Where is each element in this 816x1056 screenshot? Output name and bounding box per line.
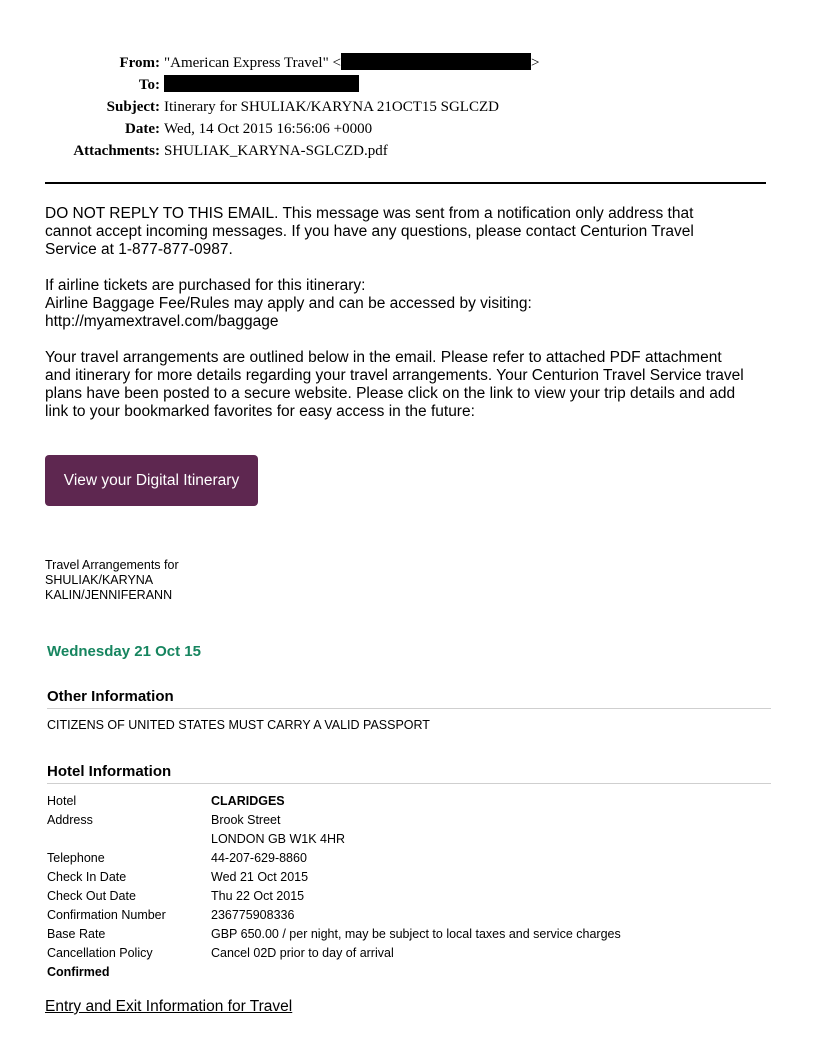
other-information-title: Other Information: [47, 688, 174, 705]
travel-for-heading: Travel Arrangements for: [45, 558, 179, 572]
traveler-name: SHULIAK/KARYNA: [45, 573, 154, 587]
confirmation-label: Confirmation Number: [47, 908, 166, 922]
no-reply-notice: [45, 205, 780, 259]
telephone-label: Telephone: [47, 851, 105, 865]
to-row: [0, 75, 816, 97]
passport-notice: CITIZENS OF UNITED STATES MUST CARRY A VALID PASSPORT: [47, 718, 430, 732]
arrangements-line: plans have been posted to a secure website. Please click on the link to view your trip details and add: [45, 385, 736, 402]
hotel-name: CLARIDGES: [211, 794, 285, 808]
check-in-label: Check In Date: [47, 870, 127, 884]
redacted-to-address: [164, 75, 359, 92]
hotel-information-divider: [47, 783, 771, 784]
baggage-line: Airline Baggage Fee/Rules may apply and can be accessed by visiting:: [45, 295, 532, 312]
arrangements-line: link to your bookmarked favorites for easy access in the future:: [45, 403, 475, 420]
telephone-value: 44-207-629-8860: [211, 851, 307, 865]
confirmation-number: 236775908336: [211, 908, 295, 922]
notice-line: cannot accept incoming messages. If you have any questions, please contact Centurion Travel: [45, 223, 694, 240]
baggage-info: [45, 277, 780, 331]
itinerary-day: Wednesday 21 Oct 15: [47, 643, 201, 660]
traveler-name: KALIN/JENNIFERANN: [45, 588, 173, 602]
address-city: LONDON GB W1K 4HR: [211, 832, 346, 846]
from-row: [0, 53, 816, 75]
cancellation-label: Cancellation Policy: [47, 946, 153, 960]
booking-status: Confirmed: [47, 965, 110, 979]
view-digital-itinerary-button[interactable]: View your Digital Itinerary: [45, 455, 258, 506]
check-out-label: Check Out Date: [47, 889, 136, 903]
other-information-divider: [47, 708, 771, 709]
base-rate-label: Base Rate: [47, 927, 106, 941]
check-out-value: Thu 22 Oct 2015: [211, 889, 305, 903]
to-label: To:: [138, 77, 160, 93]
arrangements-line: Your travel arrangements are outlined below in the email. Please refer to attached PDF attachment: [45, 349, 722, 366]
from-close: >: [530, 55, 540, 71]
date-label: Date:: [125, 121, 160, 137]
date-row: [0, 119, 816, 141]
header-divider: [45, 182, 766, 184]
subject-row: [0, 97, 816, 119]
arrangements-info: [45, 349, 780, 421]
base-rate-value: GBP 650.00 / per night, may be subject to local taxes and service charges: [211, 927, 621, 941]
entry-exit-info-link[interactable]: Entry and Exit Information for Travel: [45, 998, 293, 1015]
notice-line: Service at 1-877-877-0987.: [45, 241, 233, 258]
from-label: From:: [119, 55, 160, 71]
subject-label: Subject:: [106, 99, 160, 115]
address-label: Address: [47, 813, 93, 827]
subject-value: Itinerary for SHULIAK/KARYNA 21OCT15 SGLCZD: [164, 99, 499, 115]
baggage-url[interactable]: http://myamextravel.com/baggage: [45, 313, 279, 330]
arrangements-line: and itinerary for more details regarding your travel arrangements. Your Centurion Travel Service travel: [45, 367, 744, 384]
check-in-value: Wed 21 Oct 2015: [211, 870, 309, 884]
baggage-line: If airline tickets are purchased for this itinerary:: [45, 277, 366, 294]
from-name: "American Express Travel" <: [164, 55, 341, 71]
address-street: Brook Street: [211, 813, 281, 827]
to-value: [164, 75, 359, 95]
cancellation-value: Cancel 02D prior to day of arrival: [211, 946, 394, 960]
attachment-file[interactable]: SHULIAK_KARYNA-SGLCZD.pdf: [164, 143, 388, 159]
notice-line: DO NOT REPLY TO THIS EMAIL. This message was sent from a notification only address that: [45, 205, 694, 222]
redacted-from-address: [341, 53, 531, 70]
hotel-information-title: Hotel Information: [47, 763, 172, 780]
attachments-row: [0, 141, 816, 163]
email-header: [0, 53, 816, 163]
travel-arrangements-for: [45, 558, 179, 603]
date-value: Wed, 14 Oct 2015 16:56:06 +0000: [164, 121, 373, 137]
hotel-label: Hotel: [47, 794, 77, 808]
attachments-label: Attachments:: [73, 143, 160, 159]
from-value: [164, 53, 539, 73]
